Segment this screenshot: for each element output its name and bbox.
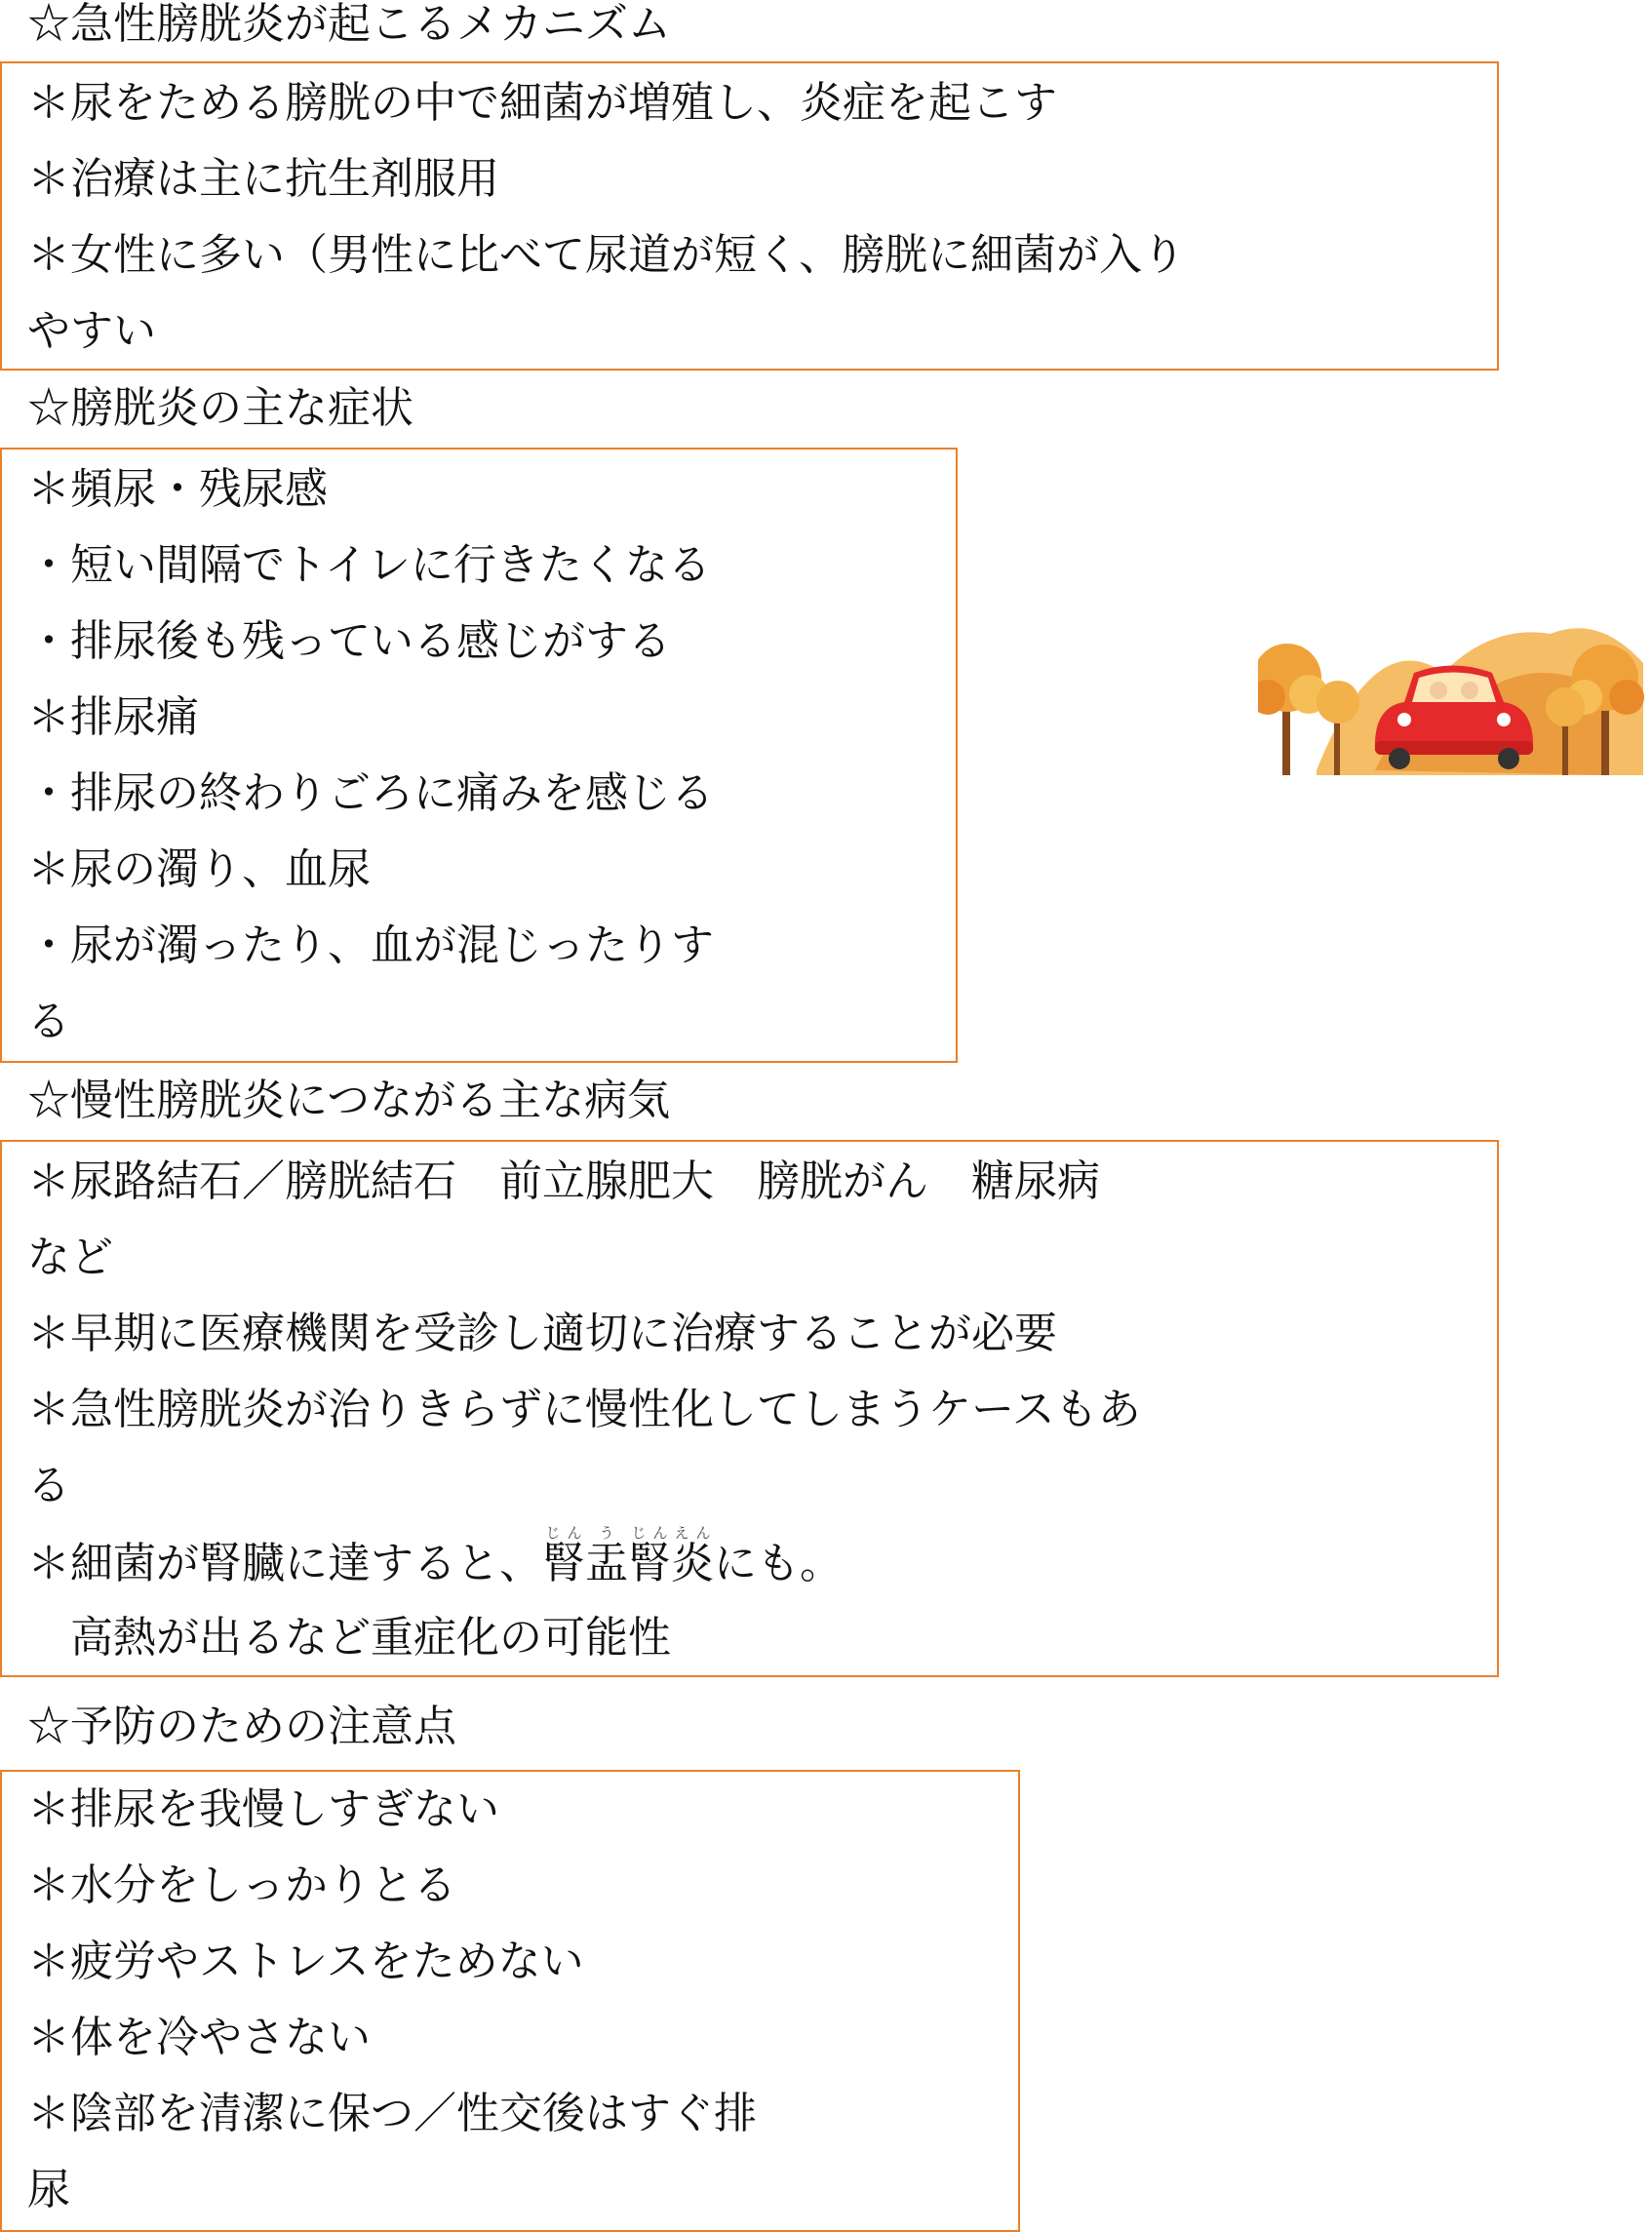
symptom-line-5: ・排尿の終わりごろに痛みを感じる (27, 768, 714, 818)
chronic-line-4: ＊急性膀胱炎が治りきらずに慢性化してしまうケースもあ (27, 1385, 1141, 1434)
prevention-line-6: 尿 (27, 2165, 70, 2214)
symptom-line-2: ・短い間隔でトイレに行きたくなる (27, 540, 711, 590)
symptom-line-4: ＊排尿痛 (27, 692, 199, 742)
symptom-line-7: ・尿が濁ったり、血が混じったりす (27, 920, 714, 970)
chronic-line-5: る (27, 1461, 70, 1510)
prevention-line-5: ＊陰部を清潔に保つ／性交後はすぐ排 (27, 2089, 757, 2138)
ruby-reading-2: う (585, 1524, 628, 1542)
symptom-line-8: る (27, 997, 70, 1046)
ruby-base-3: 腎 (628, 1539, 671, 1588)
mechanism-line-3: ＊女性に多い（男性に比べて尿道が短く、膀胱に細菌が入り (27, 230, 1186, 280)
heading-prevention: ☆予防のための注意点 (27, 1702, 456, 1751)
mechanism-line-1: ＊尿をためる膀胱の中で細菌が増殖し、炎症を起こす (27, 78, 1057, 128)
symptom-line-1: ＊頻尿・残尿感 (27, 464, 328, 514)
chronic-line-6 (27, 1524, 843, 1600)
prevention-line-1: ＊排尿を我慢しすぎない (27, 1784, 499, 1834)
kidney-prefix: ＊細菌が腎臓に達すると、 (27, 1539, 542, 1588)
prevention-line-3: ＊疲労やストレスをためない (27, 1937, 584, 1986)
chronic-line-1: ＊尿路結石／膀胱結石 前立腺肥大 膀胱がん 糖尿病 (27, 1156, 1100, 1206)
ruby-reading-4: えん (671, 1524, 714, 1542)
ruby-base-1: 腎 (542, 1539, 585, 1588)
ruby-base-2: 盂 (585, 1539, 628, 1588)
heading-symptoms: ☆膀胱炎の主な症状 (27, 383, 413, 433)
mechanism-line-2: ＊治療は主に抗生剤服用 (27, 154, 499, 204)
symptom-line-6: ＊尿の濁り、血尿 (27, 844, 371, 894)
heading-chronic: ☆慢性膀胱炎につながる主な病気 (27, 1076, 671, 1125)
kidney-suffix: にも。 (714, 1539, 843, 1588)
chronic-line-7: 高熱が出るなど重症化の可能性 (27, 1613, 671, 1663)
ruby-reading-1: じん (542, 1524, 585, 1542)
heading-mechanism: ☆急性膀胱炎が起こるメカニズム (27, 0, 671, 49)
mechanism-line-4: やすい (27, 306, 156, 356)
ruby-base-4: 炎 (671, 1539, 714, 1588)
chronic-line-3: ＊早期に医療機関を受診し適切に治療することが必要 (27, 1309, 1057, 1358)
prevention-line-2: ＊水分をしっかりとる (27, 1860, 456, 1910)
pyelonephritis-ruby (542, 1524, 714, 1588)
symptom-line-3: ・排尿後も残っている感じがする (27, 616, 671, 666)
prevention-line-4: ＊体を冷やさない (27, 2013, 371, 2062)
chronic-line-2: など (27, 1233, 113, 1282)
ruby-reading-3: じん (628, 1524, 671, 1542)
autumn-car-drive-illustration (1258, 605, 1648, 800)
